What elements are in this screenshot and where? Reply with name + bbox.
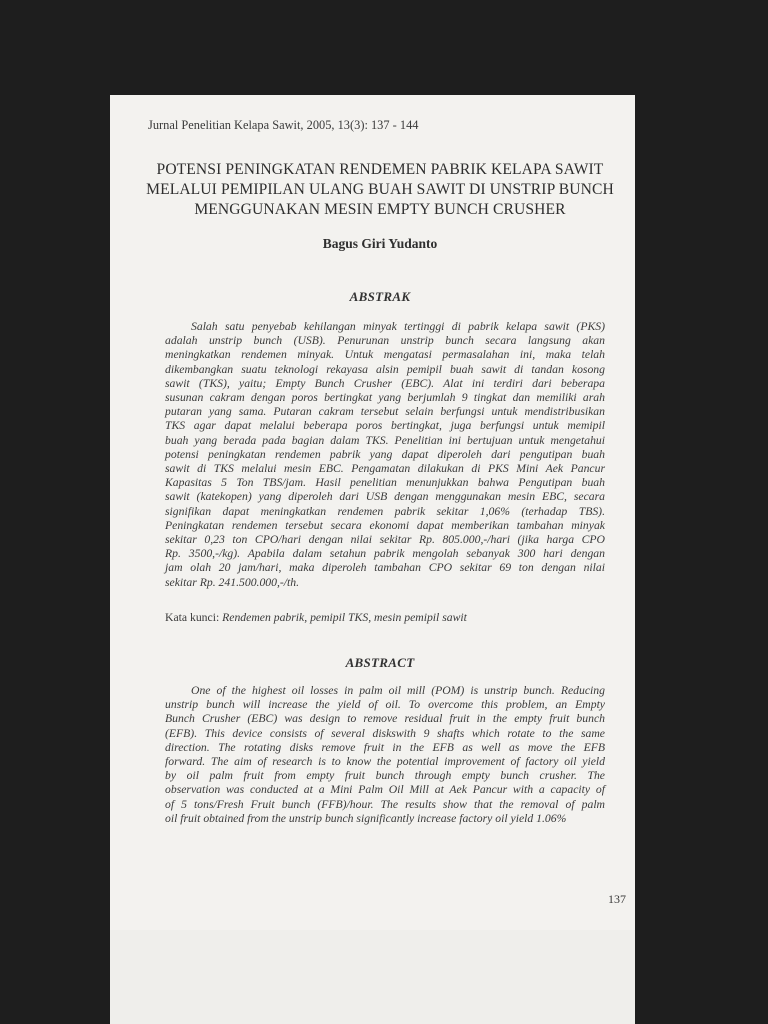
abstract-line: One of the highest oil losses in palm oil mill (POM) is unstrip bunch. Reducing [191, 684, 605, 697]
abstrak-line: Rp. 3500,-/kg). Apabila dalam setahun pabrik mengolah sebanyak 300 hari dengan [165, 547, 605, 561]
paper-page-margin [110, 930, 635, 1024]
abstrak-line: putaran yang sama. Putaran cakram tersebut selain berfungsi untuk mendistribusikan [165, 405, 605, 419]
abstrak-line: potensi peningkatan rendemen pabrik yang dapat diperoleh dari pengutipan buah [165, 447, 605, 461]
title-line: MELALUI PEMIPILAN ULANG BUAH SAWIT DI UNSTRIP BUNCH [146, 181, 614, 198]
abstrak-line: susunan cakram dengan poros bertingkat yang berjumlah 9 tingkat dan memiliki arah [165, 391, 605, 405]
abstract-line: Bunch Crusher (EBC) was design to remove residual fruit in the empty fruit bunch [165, 712, 605, 726]
abstrak-line: Salah satu penyebab kehilangan minyak tertinggi di pabrik kelapa sawit (PKS) [191, 320, 605, 333]
abstrak-line: sekitar 0,23 ton CPO/hari dengan nilai sekitar Rp. 805.000,-/hari (jika harga CPO [165, 533, 605, 547]
title-line: POTENSI PENINGKATAN RENDEMEN PABRIK KELAPA SAWIT [156, 161, 604, 178]
page-number: 137 [608, 892, 626, 906]
abstrak-line: Kapasitas 5 Ton TBS/jam. Hasil penelitian menunjukkan bahwa Pengutipan buah [165, 476, 605, 490]
title-line: MENGGUNAKAN MESIN EMPTY BUNCH CRUSHER [194, 201, 566, 218]
abstrak-line: sawit (katekopen) yang diperoleh dari USB dengan menggunakan mesin EBC, secara [165, 490, 605, 504]
abstrak-line: TKS agar dapat melalui beberapa poros bertingkat, juga berfungsi untuk memipil [165, 419, 605, 433]
abstract-line: forward. The aim of research is to know the potential improvement of factory oil yield [165, 755, 605, 769]
keywords-value: Rendemen pabrik, pemipil TKS, mesin pemipil sawit [222, 611, 467, 624]
author-name: Bagus Giri Yudanto [322, 236, 438, 251]
abstrak-line: signifikan dapat meningkatkan rendemen pabrik sekitar 1,06% (terhadap TBS). [165, 504, 605, 518]
abstract-line: direction. The rotating disks remove fruit in the EFB as well as move the EFB [165, 740, 605, 754]
abstract-line: oil fruit obtained from the unstrip bunch significantly increase factory oil yield 1.06% [165, 811, 567, 825]
abstrak-line: Peningkatan rendemen tersebut secara ekonomi dapat memberikan tambahan minyak [165, 518, 605, 532]
journal-citation: Jurnal Penelitian Kelapa Sawit, 2005, 13(3): 137 - 144 [148, 118, 419, 132]
article-title [130, 160, 630, 220]
abstrak-line: sawit (TKS), yaitu; Empty Bunch Crusher (EBC). Alat ini terdiri dari beberapa [165, 376, 605, 390]
keywords-label: Kata kunci: [165, 611, 220, 624]
abstrak-body [165, 320, 605, 590]
abstract-line: of 5 tons/Fresh Fruit bunch (FFB)/hour. The results show that the removal of palm [165, 797, 605, 811]
abstract-line: unstrip bunch will increase the yield of oil. To overcome this problem, an Empty [165, 698, 605, 712]
abstract-heading: ABSTRACT [345, 655, 415, 670]
abstract-line: observation was conducted at a Mini Palm Oil Mill at Aek Pancur with a capacity of [165, 783, 605, 797]
keywords [165, 611, 467, 624]
abstract-line: by oil palm fruit from empty fruit bunch through empty bunch crusher. The [165, 769, 605, 783]
abstrak-line: buah yang berada pada bagian dalam TKS. Penelitian ini bertujuan untuk mengetahui [165, 433, 605, 447]
abstrak-heading: ABSTRAK [349, 289, 411, 304]
abstrak-line: dikembangkan suatu teknologi rekayasa alsin pemipil buah sawit di tandan kosong [165, 362, 605, 376]
abstract-body [165, 684, 605, 826]
abstrak-line: sawit di TKS melalui mesin EBC. Pengamatan dilakukan di PKS Mini Aek Pancur [165, 462, 605, 476]
abstrak-line: adalah unstrip bunch (USB). Penurunan unstrip bunch secara langsung akan [165, 334, 605, 348]
abstract-line: (EFB). This device consists of several diskswith 9 shafts which rotate to the same [165, 726, 605, 740]
abstrak-line: jam olah 20 jam/hari, maka diperoleh tambahan CPO sekitar 69 ton dengan nilai [165, 561, 605, 575]
abstrak-line: sekitar Rp. 241.500.000,-/th. [165, 575, 300, 589]
abstrak-line: meningkatkan rendemen minyak. Untuk mengatasi permasalahan ini, maka telah [165, 348, 605, 362]
